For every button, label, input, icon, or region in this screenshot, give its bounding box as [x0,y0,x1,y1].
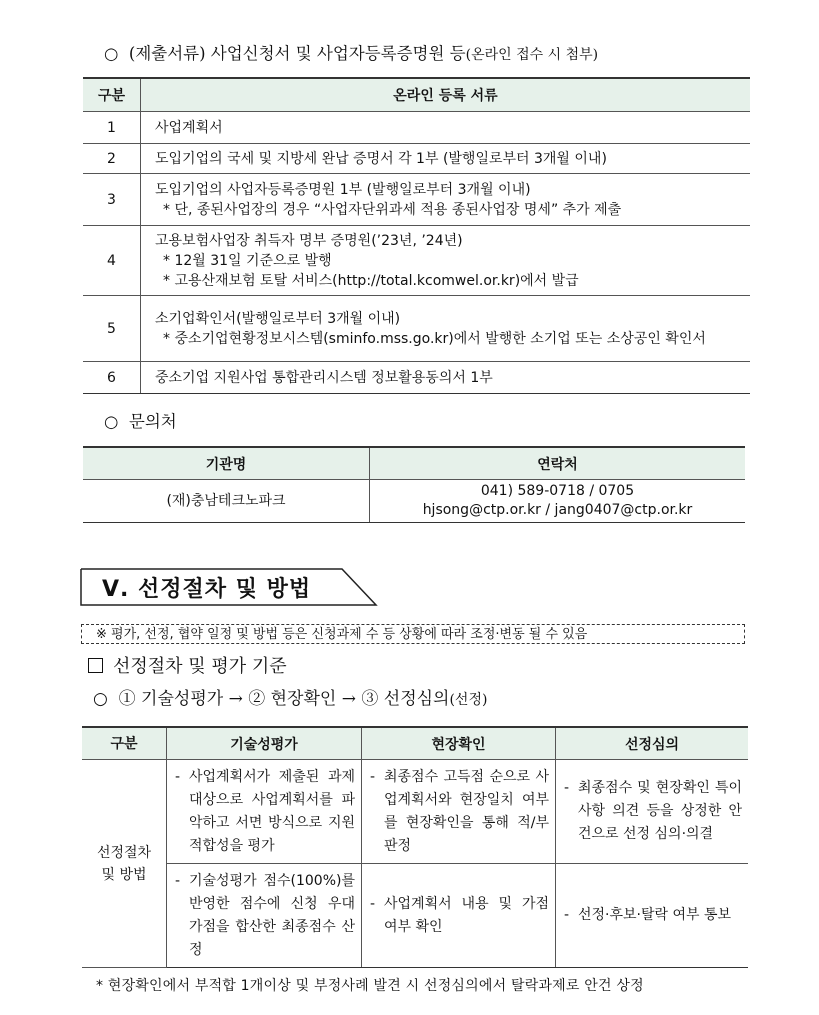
selection-steps-text: ① 기술성평가 → ② 현장확인 → ③ 선정심의 [118,689,450,709]
table-row [83,480,745,523]
section-title-box [80,568,376,605]
contact-table [83,446,745,523]
column-header-organization: 기관명 [83,447,370,480]
document-note: * 단, 종된사업장의 경우 “사업자단위과세 적용 종된사업장 명세” 추가 제출 [163,201,622,218]
bullet-icon: ○ [104,44,119,63]
table-row [83,144,750,174]
document-line: 중소기업 지원사업 통합관리시스템 정보활용동의서 1부 [141,362,751,394]
document-line: 소기업확인서(발행일로부터 3개월 이내) [155,310,401,327]
contact-phone: 041) 589-0718 / 0705 [480,483,635,499]
procedure-cell: - 사업계획서 내용 및 가점 여부 확인 [370,895,549,935]
table-row [82,760,748,864]
procedure-cell: - 기술성평가 점수(100%)를 반영한 점수에 신청 우대 가점을 합산한 최종점수 산정 [175,872,355,958]
document-line: 도입기업의 국세 및 지방세 완납 증명서 각 1부 (발행일로부터 3개월 이내) [141,144,751,174]
document-note: * 12월 31일 기준으로 발행 [163,252,332,269]
footnote: * 현장확인에서 부적합 1개이상 및 부정사례 발견 시 선정심의에서 탈락과제로 안건 상정 [96,978,644,994]
row-number: 4 [83,226,141,296]
table-row [83,112,750,144]
column-header-selection-review: 선정심의 [556,727,749,760]
document-line: 사업계획서 [141,112,751,144]
section-title: Ⅴ. 선정절차 및 방법 [102,577,312,602]
contact-email: hjsong@ctp.or.kr / jang0407@ctp.or.kr [422,502,693,518]
row-number: 2 [83,144,141,174]
bullet-icon: ○ [104,412,119,431]
document-line: 고용보험사업장 취득자 명부 증명원(’23년, ’24년) [155,232,463,249]
procedure-cell: - 선정·후보·탈락 여부 통보 [564,907,732,923]
table-row [83,362,750,394]
column-header-contact: 연락처 [370,447,746,480]
submission-documents-table [83,77,750,394]
contact-heading-text: 문의처 [128,412,177,431]
table-row [82,864,748,968]
column-header-tech-evaluation: 기술성평가 [167,727,362,760]
row-label: 선정절차 및 방법 [82,760,167,968]
schedule-notice: ※ 평가, 선정, 협약 일정 및 방법 등은 신청과제 수 등 상황에 따라 조정·변동 될 수 있음 [81,624,745,644]
submission-heading-note: (온라인 접수 시 첨부) [465,47,599,63]
row-number: 6 [83,362,141,394]
procedure-cell: - 최종점수 및 현장확인 특이사항 의견 등을 상정한 안건으로 선정 심의·의결 [564,780,742,842]
selection-steps [93,684,487,709]
selection-subheading-text: 선정절차 및 평가 기준 [113,656,287,677]
column-header-site-check: 현장확인 [362,727,556,760]
column-header-category: 구분 [82,727,167,760]
selection-steps-note: (선정) [449,692,488,708]
selection-subheading [88,652,287,678]
contact-heading [104,408,177,432]
submission-heading [104,40,598,64]
bullet-icon: ○ [93,689,108,709]
table-row [83,174,750,226]
procedure-cell: - 최종점수 고득점 순으로 사업계획서와 현장일치 여부를 현장확인을 통해 적/부 판정 [370,768,549,854]
document-line: 도입기업의 사업자등록증명원 1부 (발행일로부터 3개월 이내) [155,181,531,198]
selection-procedure-table [82,726,748,968]
document-note: * 중소기업현황정보시스템(sminfo.mss.go.kr)에서 발행한 소기업 또는 소상공인 확인서 [163,330,706,347]
organization-name: (재)충남테크노파크 [83,480,370,523]
square-bullet-icon [88,658,103,673]
row-number: 3 [83,174,141,226]
row-number: 5 [83,296,141,362]
submission-heading-text: (제출서류) 사업신청서 및 사업자등록증명원 등 [128,44,466,63]
table-row [83,296,750,362]
column-header-documents: 온라인 등록 서류 [141,78,751,112]
column-header-category: 구분 [83,78,141,112]
document-note: * 고용산재보험 토탈 서비스(http://total.kcomwel.or.kr)에서 발급 [163,272,579,289]
row-number: 1 [83,112,141,144]
procedure-cell: - 사업계획서가 제출된 과제 대상으로 사업계획서를 파악하고 서면 방식으로 지원 적합성을 평가 [175,768,355,854]
table-row [83,226,750,296]
